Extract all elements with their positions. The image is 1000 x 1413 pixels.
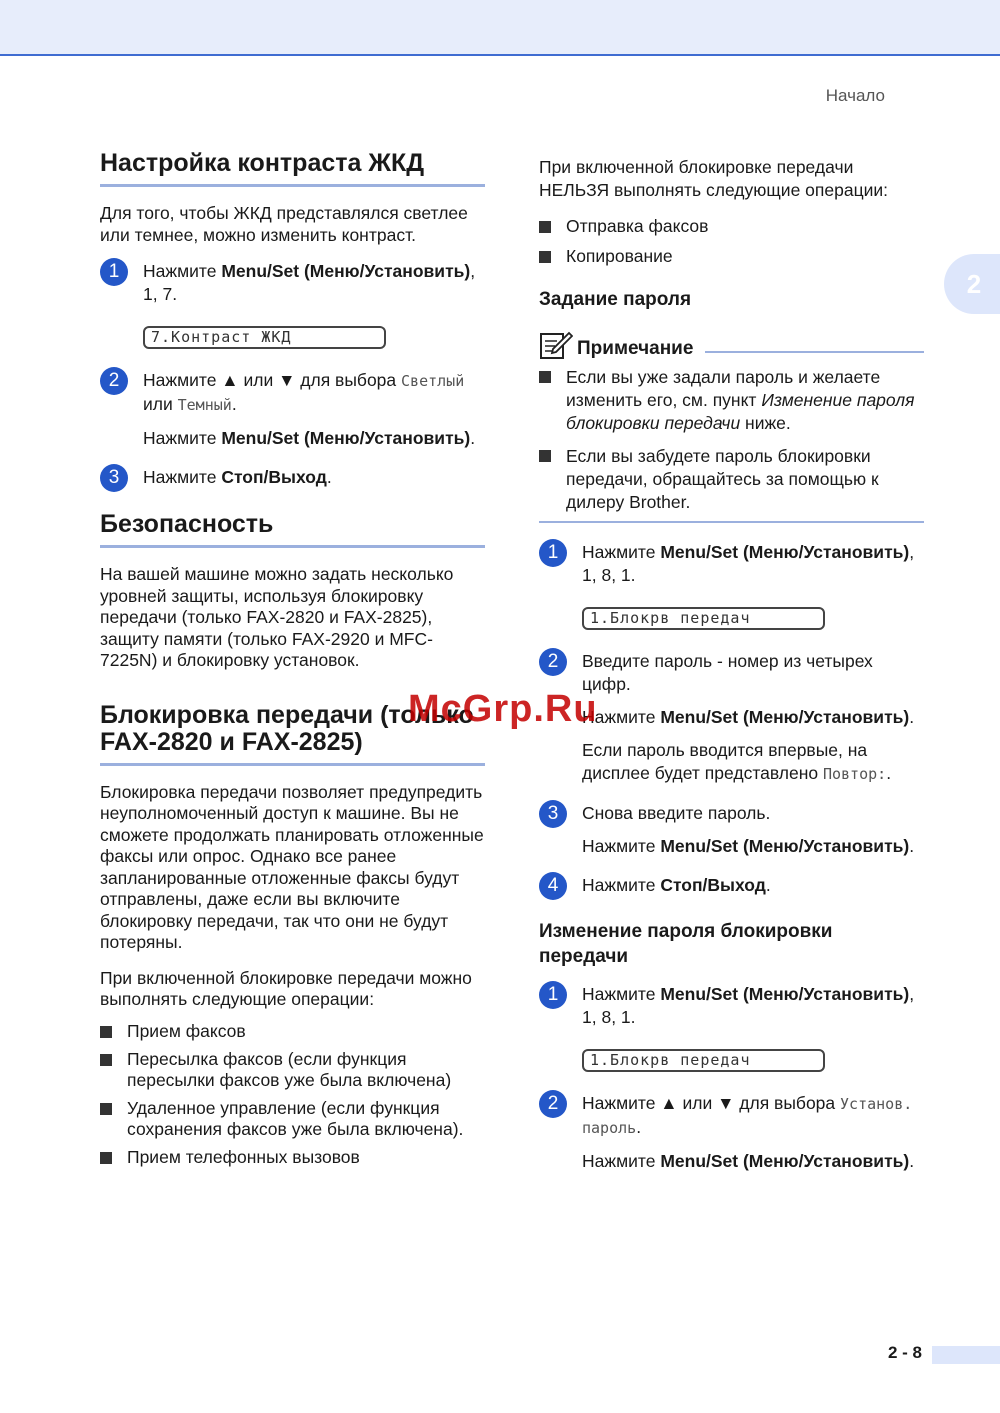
contrast-step-3: 3 Нажмите Стоп/Выход. xyxy=(100,466,485,489)
list-item: Пересылка факсов (если функция пересылки факсов уже была включена) xyxy=(100,1049,485,1091)
set-password-step-3-sub: Нажмите Menu/Set (Меню/Установить). xyxy=(582,836,915,856)
step-number-badge: 1 xyxy=(539,539,567,567)
contrast-heading: Настройка контраста ЖКД xyxy=(100,150,485,187)
left-column xyxy=(100,150,485,1178)
lcd-option-light: Светлый xyxy=(401,372,465,390)
menu-set-key: Menu/Set (Меню/Установить) xyxy=(660,707,910,727)
contrast-intro: Для того, чтобы ЖКД представлялся светлее или темнее, можно изменить контраст. xyxy=(100,203,468,245)
step-number-badge: 3 xyxy=(100,464,128,492)
note-list xyxy=(539,366,924,514)
menu-set-key: Menu/Set (Меню/Установить) xyxy=(221,428,471,448)
change-password-heading: Изменение пароля блокировки передачи xyxy=(539,921,833,967)
note-title: Примечание xyxy=(577,338,694,359)
step-number-badge: 2 xyxy=(539,648,567,676)
menu-set-key: Menu/Set (Меню/Установить) xyxy=(221,261,471,281)
step-number-badge: 1 xyxy=(100,258,128,286)
set-password-step-4: 4 Нажмите Стоп/Выход. xyxy=(539,874,924,897)
set-password-step-1: 1 Нажмите Menu/Set (Меню/Установить), 1, 8, 1. xyxy=(539,541,924,587)
step-number-badge: 2 xyxy=(539,1090,567,1118)
set-password-step-2: 2 Введите пароль - номер из четырех цифр. Нажмите Menu/Set (Меню/Установить). Если пароль вводится впервые, на дисплее будет представлено Повтор:. xyxy=(539,650,924,786)
note-pencil-icon xyxy=(539,330,573,360)
lcd-option-set-password: Установ. пароль xyxy=(582,1095,913,1137)
set-password-step-2-sub2: Если пароль вводится впервые, на дисплее будет представлено Повтор:. xyxy=(582,740,892,783)
menu-set-key: Menu/Set (Меню/Установить) xyxy=(660,984,910,1004)
security-intro: На вашей машине можно задать несколько уровней защиты, используя блокировку передачи (только FAX-2820 и FAX-2825), защиту памяти (только FAX-2920 и MFC-7225N) и блокировку установок. xyxy=(100,564,454,670)
note-bottom-divider xyxy=(539,521,924,523)
change-password-step-1: 1 Нажмите Menu/Set (Меню/Установить), 1, 8, 1. xyxy=(539,983,924,1029)
contrast-step-2: 2 Нажмите ▲ или ▼ для выбора Светлый или Темный. Нажмите Menu/Set (Меню/Установить). xyxy=(100,369,485,450)
note-header xyxy=(539,330,924,360)
cross-reference: Изменение пароля блокировки передачи xyxy=(566,390,915,433)
list-item: Прием факсов xyxy=(100,1021,485,1042)
watermark: McGrp.Ru xyxy=(408,688,598,730)
set-password-heading: Задание пароля xyxy=(539,289,692,310)
stop-exit-key: Стоп/Выход xyxy=(660,875,766,895)
note-divider xyxy=(705,351,924,353)
list-item: Прием телефонных вызовов xyxy=(100,1147,485,1168)
lcd-option-dark: Темный xyxy=(177,396,232,414)
allowed-operations-list xyxy=(100,1021,485,1168)
step-number-badge: 2 xyxy=(100,367,128,395)
change-password-step-2: 2 Нажмите ▲ или ▼ для выбора Установ. пароль. Нажмите Menu/Set (Меню/Установить). xyxy=(539,1092,924,1173)
menu-set-key: Menu/Set (Меню/Установить) xyxy=(660,836,910,856)
tx-lock-paragraph-2: При включенной блокировке передачи можно выполнять следующие операции: xyxy=(100,967,472,1009)
step-number-badge: 1 xyxy=(539,981,567,1009)
page-number: 2 - 8 xyxy=(887,1343,922,1362)
stop-exit-key: Стоп/Выход xyxy=(221,467,327,487)
set-password-step-3: 3 Снова введите пароль. Нажмите Menu/Set (Меню/Установить). xyxy=(539,802,924,858)
note-item: Если вы уже задали пароль и желаете изменить его, см. пункт Изменение пароля блокировки передачи ниже. xyxy=(539,366,924,435)
note-item: Если вы забудете пароль блокировки передачи, обращайтесь за помощью к дилеру Brother. xyxy=(539,445,924,514)
list-item: Отправка факсов xyxy=(539,216,924,237)
list-item: Копирование xyxy=(539,246,924,267)
menu-set-key: Menu/Set (Меню/Установить) xyxy=(660,1151,910,1171)
section-label: Начало xyxy=(825,86,885,105)
top-header-band xyxy=(0,0,1000,56)
set-password-step-2-sub: Нажмите Menu/Set (Меню/Установить). xyxy=(582,707,915,727)
list-item: Удаленное управление (если функция сохранения факсов уже была включена). xyxy=(100,1098,485,1140)
step-number-badge: 3 xyxy=(539,800,567,828)
forbidden-operations-list xyxy=(539,216,924,267)
chapter-tab: 2 xyxy=(944,254,1000,314)
contrast-step-2-sub: Нажмите Menu/Set (Меню/Установить). xyxy=(143,428,476,448)
lcd-prompt-repeat: Повтор: xyxy=(822,765,887,783)
menu-set-key: Menu/Set (Меню/Установить) xyxy=(660,542,910,562)
tx-lock-heading: Блокировка передачи (только FAX-2820 и FAX-2825) xyxy=(100,702,485,766)
footer-band xyxy=(932,1346,1000,1364)
tx-lock-paragraph-1: Блокировка передачи позволяет предупредить неуполномоченный доступ к машине. Вы не сможете продолжать планировать отложенные факсы или опрос. Однако все ранее запланированные отложенные факсы будут отправлены, даже если вы включите блокировку передачи, так что они не будут потеряны. xyxy=(100,781,484,952)
lcd-display: 1.Блокрв передач xyxy=(582,607,825,630)
lcd-display: 7.Контраст ЖКД xyxy=(143,326,386,349)
right-column xyxy=(539,156,924,1189)
forbidden-intro: При включенной блокировке передачи НЕЛЬЗЯ выполнять следующие операции: xyxy=(539,157,889,200)
security-heading: Безопасность xyxy=(100,511,485,548)
change-password-step-2-sub: Нажмите Menu/Set (Меню/Установить). xyxy=(582,1151,915,1171)
lcd-display: 1.Блокрв передач xyxy=(582,1049,825,1072)
contrast-step-1: 1 Нажмите Menu/Set (Меню/Установить), 1, 7. xyxy=(100,260,485,306)
step-number-badge: 4 xyxy=(539,872,567,900)
